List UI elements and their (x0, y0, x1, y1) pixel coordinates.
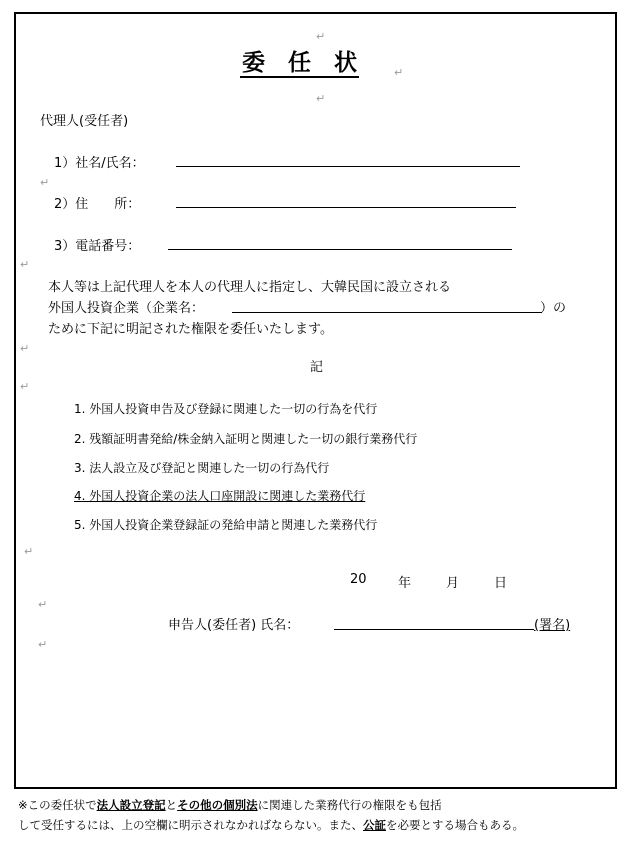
paragraph-mark: ↵ (20, 342, 30, 355)
date-year-prefix: 20 (350, 572, 367, 587)
document-title: 委 任 状 (242, 50, 357, 76)
phone-label: 3）電話番号： (54, 239, 141, 254)
applicant-label: 申告人(委任者) 氏名： (168, 618, 300, 633)
list-item: 1. 外国人投資申告及び登録に関連した一切の行為を代行 (74, 402, 378, 416)
phone-field[interactable] (168, 249, 512, 250)
address-field[interactable] (176, 207, 516, 208)
paragraph-mark: ↵ (20, 258, 30, 271)
body-line-3: ために下記に明記された権限を委任いたします。 (48, 322, 333, 337)
paragraph-mark: ↵ (38, 598, 48, 611)
signature-label: (署名) (534, 618, 571, 633)
body-line-1: 本人等は上記代理人を本人の代理人に指定し、大韓民国に設立される (48, 280, 452, 295)
paragraph-mark: ↵ (394, 66, 404, 79)
footnote-line-1: ※この委任状で法人設立登記とその他の個別法に関連した業務代行の権限をも包括 (18, 798, 442, 812)
address-label: 2）住 所： (54, 197, 141, 212)
paragraph-mark: ↵ (316, 92, 326, 105)
applicant-name-field[interactable] (334, 629, 534, 630)
paragraph-mark: ↵ (40, 176, 50, 189)
ki-heading: 記 (310, 360, 324, 375)
list-item: 5. 外国人投資企業登録証の発給申請と関連した業務代行 (74, 518, 378, 532)
date-day: 日 (494, 576, 508, 591)
paragraph-mark: ↵ (20, 380, 30, 393)
list-item: 4. 外国人投資企業の法人口座開設に関連した業務代行 (74, 489, 366, 503)
paragraph-mark: ↵ (38, 638, 48, 651)
date-month: 月 (446, 576, 460, 591)
paragraph-mark: ↵ (316, 30, 326, 43)
enterprise-name-field[interactable] (232, 312, 542, 313)
company-name-label: 1）社名/氏名： (54, 156, 145, 171)
list-item: 3. 法人設立及び登記と関連した一切の行為代行 (74, 461, 330, 475)
paragraph-mark: ↵ (24, 545, 34, 558)
company-name-field[interactable] (176, 166, 520, 167)
body-line-2-prefix: 外国人投資企業（企業名： (48, 301, 205, 316)
body-line-2-suffix: ）の (540, 301, 567, 316)
date-year: 年 (398, 576, 412, 591)
agent-label: 代理人(受任者) (40, 114, 129, 129)
list-item: 2. 残額証明書発給/株金納入証明と関連した一切の銀行業務代行 (74, 432, 418, 446)
footnote-line-2: して受任するには、上の空欄に明示されなかればならない。また、公証を必要とする場合もある。 (18, 818, 524, 832)
